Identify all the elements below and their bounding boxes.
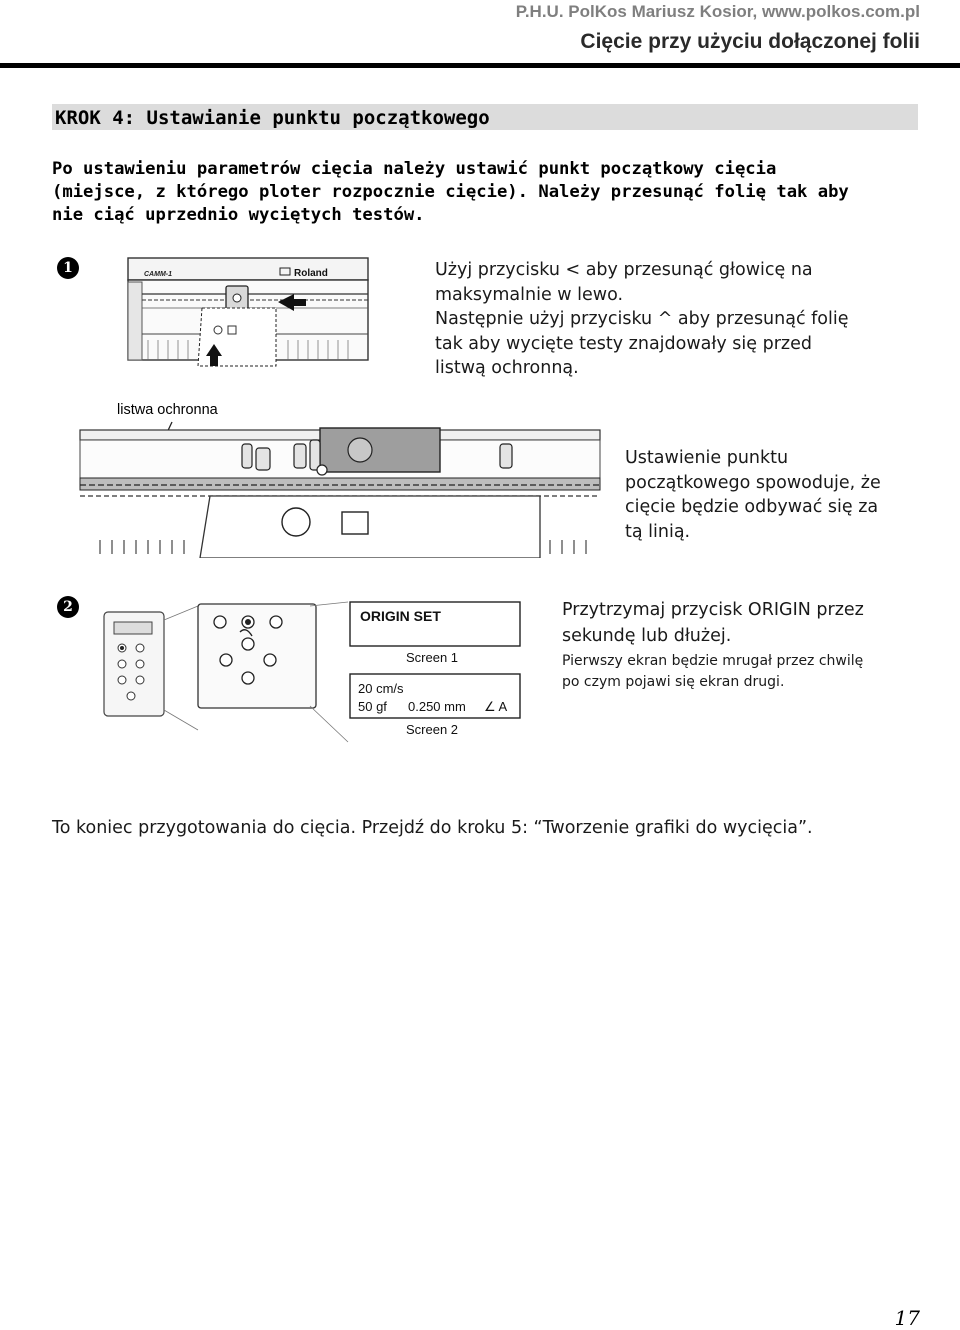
guard-line: początkowego spowoduje, że: [625, 472, 881, 493]
step2-text: [562, 598, 942, 649]
screen2-line2-mid: 0.250 mm: [408, 699, 466, 714]
step2-small-line: po czym pojawi się ekran drugi.: [562, 674, 785, 690]
website-link[interactable]: www.polkos.com.pl: [761, 2, 920, 21]
page-number: 17: [894, 1306, 920, 1330]
intro-line: Po ustawieniu parametrów cięcia należy ustawić punkt początkowy cięcia: [52, 159, 777, 179]
control-panel-image: [100, 592, 530, 746]
step2-line: Przytrzymaj przycisk ORIGIN przez: [562, 600, 864, 620]
screen2-line2-left: 50 gf: [358, 699, 387, 714]
screen2-label: Screen 2: [406, 722, 459, 737]
step2-small-line: Pierwszy ekran będzie mrugał przez chwilę: [562, 653, 864, 669]
guard-rail-image: [60, 418, 610, 558]
screen1-text: ORIGIN SET: [360, 608, 441, 624]
header-company: [0, 2, 920, 22]
step2-small-text: [562, 651, 942, 693]
step-heading: KROK 4: Ustawianie punktu początkowego: [55, 107, 490, 129]
intro-line: (miejsce, z którego ploter rozpocznie cięcie). Należy przesunąć folię tak aby: [52, 182, 849, 202]
company-name: P.H.U. PolKos Mariusz Kosior,: [515, 2, 762, 21]
guard-line: cięcie będzie odbywać się za: [625, 497, 879, 517]
guard-rail-label: listwa ochronna: [117, 402, 218, 418]
screen2-line2-right: ∠ A: [484, 699, 508, 714]
plotter-front-image: [118, 256, 373, 380]
plotter-brand-label: Roland: [294, 268, 328, 279]
guard-line: tą linią.: [625, 521, 691, 542]
step2-line: sekundę lub dłużej.: [562, 625, 732, 646]
step1-text: [435, 258, 915, 381]
guard-rail-text: [625, 446, 945, 544]
step1-line: tak aby wycięte testy znajdowały się przed: [435, 333, 812, 354]
step1-line: Użyj przycisku < aby przesunąć głowicę na: [435, 260, 813, 280]
step1-line: listwą ochronną.: [435, 358, 579, 378]
step1-line: maksymalnie w lewo.: [435, 284, 624, 305]
intro-line: nie ciąć uprzednio wyciętych testów.: [52, 205, 425, 225]
step2-bullet: 2: [57, 596, 79, 618]
screen1-label: Screen 1: [406, 650, 459, 665]
guard-line: Ustawienie punktu: [625, 448, 789, 468]
header-rule: [0, 63, 960, 68]
screen2-line1: 20 cm/s: [358, 681, 404, 696]
step1-line: Następnie użyj przycisku ^ aby przesunąć folię: [435, 309, 849, 329]
header-title: Cięcie przy użyciu dołączonej folii: [580, 30, 920, 53]
closing-text: To koniec przygotowania do cięcia. Przejdź do kroku 5: “Tworzenie grafiki do wycięcia”.: [52, 818, 813, 838]
step1-bullet: 1: [57, 257, 79, 279]
intro-paragraph: [52, 158, 932, 227]
plotter-model-label: CAMM-1: [144, 271, 172, 278]
